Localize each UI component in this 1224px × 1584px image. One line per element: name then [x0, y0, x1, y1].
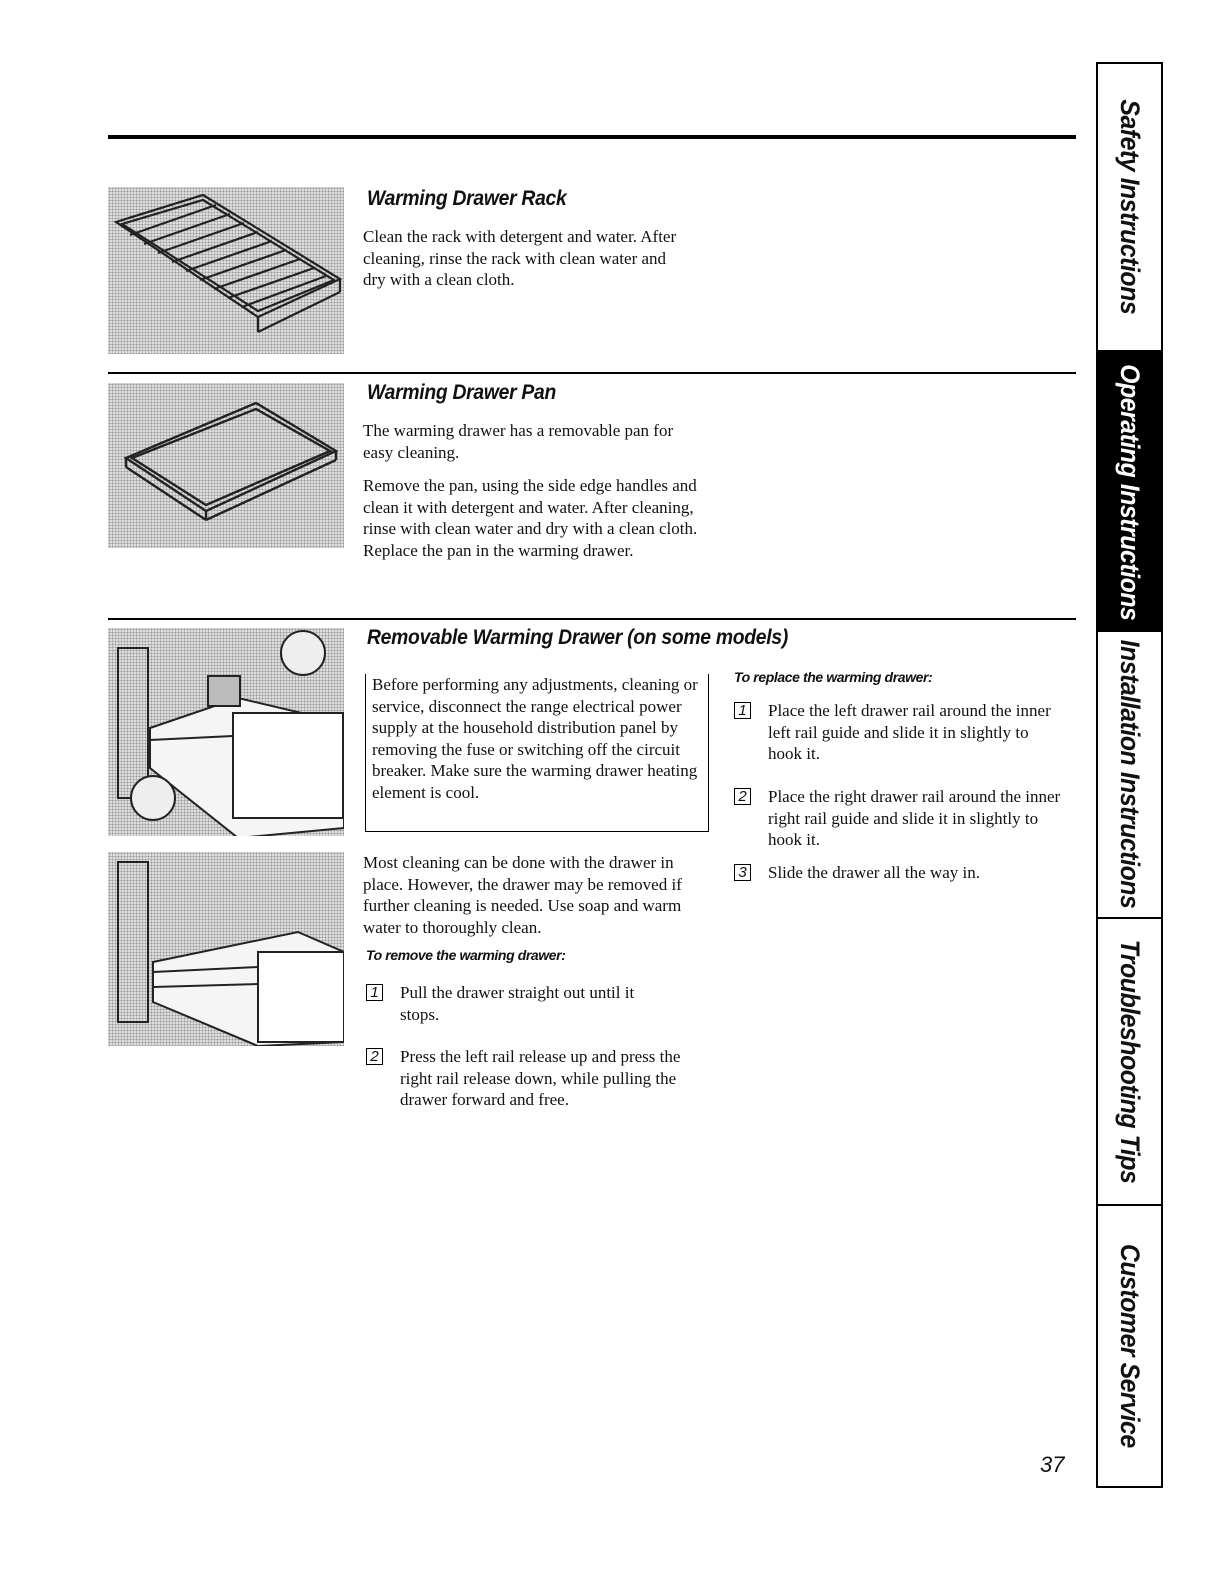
- tab-troubleshooting-tips[interactable]: [1098, 919, 1161, 1206]
- replace-step-3: [734, 862, 1064, 884]
- step-number-2: 2: [366, 1048, 383, 1065]
- cleaning-intro: Most cleaning can be done with the drawer in place. However, the drawer may be removed if further cleaning is needed. Use soap and warm water to thoroughly clean.: [363, 853, 682, 937]
- rack-heading: Warming Drawer Rack: [367, 187, 567, 210]
- warming-drawer-pan-illustration: [108, 383, 344, 548]
- replace-step-1: [734, 700, 1064, 765]
- replace-step-2: [734, 786, 1064, 851]
- remove-step-2-text: Press the left rail release up and press the right rail release down, while pulling the drawer forward and free.: [400, 1047, 681, 1109]
- top-rule: [108, 135, 1076, 139]
- remove-step-2: [366, 1046, 701, 1111]
- step-number-1: 1: [734, 702, 751, 719]
- warning-text: Before performing any adjustments, cleaning or service, disconnect the range electrical power supply at the household distribution panel by removing the fuse or switching off the circuit breaker. Make sure the warming drawer heating element is cool.: [372, 675, 698, 802]
- remove-step-1: [366, 982, 686, 1025]
- tab-customer-service[interactable]: [1098, 1206, 1161, 1486]
- pan-body-2: Remove the pan, using the side edge handles and clean it with detergent and water. After cleaning, rinse with clean water and dry with a clean cloth. Replace the pan in the warming drawer.: [363, 476, 698, 560]
- step-number-2: 2: [734, 788, 751, 805]
- pan-body-1: The warming drawer has a removable pan for easy cleaning.: [363, 421, 674, 462]
- replace-step-3-text: Slide the drawer all the way in.: [768, 863, 980, 882]
- replace-drawer-subheading: To replace the warming drawer:: [734, 669, 933, 685]
- step-number-1: 1: [366, 984, 383, 1001]
- step-number-3: 3: [734, 864, 751, 881]
- drawer-removal-illustration: [108, 852, 344, 1046]
- remove-step-1-text: Pull the drawer straight out until it stops.: [400, 983, 635, 1024]
- tab-label: Customer Service: [1115, 1244, 1145, 1448]
- side-tab-nav: [1096, 62, 1163, 1488]
- replace-step-1-text: Place the left drawer rail around the inner left rail guide and slide it in slightly to hook it.: [768, 701, 1051, 763]
- tab-operating-instructions[interactable]: [1098, 352, 1161, 632]
- tab-installation-instructions[interactable]: [1098, 632, 1161, 919]
- tab-label: Safety Instructions: [1115, 99, 1145, 315]
- tab-label: Troubleshooting Tips: [1115, 939, 1145, 1184]
- page-number: 37: [1040, 1452, 1065, 1477]
- remove-drawer-subheading: To remove the warming drawer:: [366, 947, 566, 963]
- tab-label: Installation Instructions: [1115, 640, 1145, 909]
- rack-body: Clean the rack with detergent and water. After cleaning, rinse the rack with clean water and dry with a clean cloth.: [363, 227, 677, 289]
- tab-safety-instructions[interactable]: [1098, 64, 1161, 352]
- section-divider: [108, 372, 1076, 374]
- warning-box: [365, 674, 709, 832]
- section-divider: [108, 618, 1076, 620]
- pan-heading: Warming Drawer Pan: [367, 381, 557, 404]
- warming-drawer-rack-illustration: [108, 187, 344, 354]
- removable-drawer-heading: Removable Warming Drawer (on some models): [367, 626, 789, 649]
- drawer-rail-illustration: [108, 628, 344, 836]
- replace-step-2-text: Place the right drawer rail around the inner right rail guide and slide it in slightly to hook it.: [768, 787, 1061, 849]
- tab-label: Operating Instructions: [1115, 363, 1145, 621]
